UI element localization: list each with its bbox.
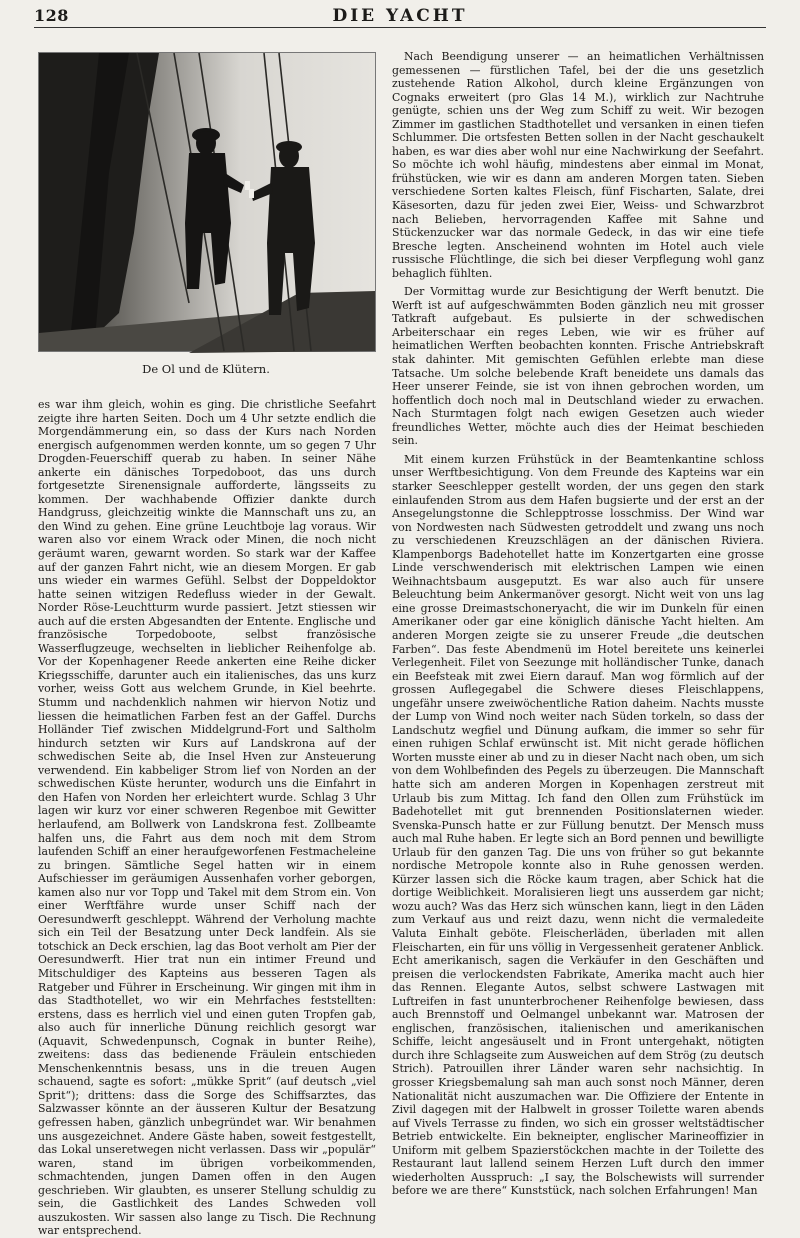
paragraph: Mit einem kurzen Frühstück in der Beamtenkantine schloss unser Werftbesichtigung. Von dem Freunde des Kapteins war ein starker Seeschlepper gestellt worden, der uns gegen den stark einlaufenden Strom aus dem Hafen bugsierte und der erst an der Ansegelungstonne die Schlepptrosse losschmiss. Der Wind war von Nordwesten nach Südwesten getroddelt und zwang uns noch zu verschiedenen Kreuzschlägen an der dänischen Riviera. Klampenborgs Badehotellet hatte im Konzertgarten eine grosse Linde verschwenderisch mit elektrischen Lampen wie einen Weihnachtsbaum ausgeputzt. Es war also auch für unsere Beleuchtung beim Ankermanöver gesorgt. Nicht weit von uns lag eine grosse Dreimastschoneryacht, die wir im Dunkeln für einen Amerikaner oder gar eine königlich dänische Yacht hielten. Am anderen Morgen zeigte sie zu unserer Freude „die deutschen Farben“. Das feste Abendmenü im Hotel bereitete uns keinerlei Verlegenheit. Filet von Seezunge mit holländischer Tunke, danach ein Beefsteak mit zwei Eiern darauf. Man wog förmlich auf der grossen Auflegegabel die Schwere dieses Fleischlappens, ungefähr unsere zweiwöchentliche Ration daheim. Nachts musste der Lump von Wind noch weiter nach Süden torkeln, so dass der Landschutz wegfiel und Dünung aufkam, die immer so sehr für einen ruhigen Schlaf erwünscht ist. Mit nicht gerade höflichen Worten musste einer ab und zu in dieser Nacht nach oben, um sich von dem Wohlbefinden des Pegels zu überzeugen. Die Mannschaft hatte sich am anderen Morgen in Kopenhagen zerstreut mit Urlaub bis zum Mittag. Ich fand den Ollen zum Frühstück im Badehotellet mit gut brennenden Positionslaternen wieder. Svenska-Punsch hatte er zur Füllung benutzt. Der Mensch muss auch mal Ruhe haben. Er legte sich an Bord pennen und bewilligte Urlaub für den ganzen Tag. Die uns von früher so gut bekannte nordische Metropole konnte also in Ruhe genossen werden. Kürzer lassen sich die Röcke kaum tragen, aber Schick hat die dortige Weiblichkeit. Moralisieren liegt uns ausserdem gar nicht; wozu auch? Was das Herz sich wünschen kann, liegt in den Läden zum Verkauf aus und reizt dazu, wenn nicht die vermaledeite Valuta Einhalt geböte. Fleischerläden, überladen mit allen Fleischarten, ein für uns völlig in Vergessenheit geratener Anblick. Echt amerikanisch, sagen die Verkäufer in den Geschäften und preisen die verlockendsten Fabrikate, Amerika macht auch hier das Rennen. Elegante Autos, selbst schwere Lastwagen mit Luftreifen in fast ununterbrochener Reihenfolge bewiesen, dass auch Brennstoff und Oelmangel unbekannt war. Matrosen der englischen, französischen, italienischen und amerikanischen Schiffe, leicht angesäuselt und in Front untergehakt, nötigten durch ihre Schlagseite zum Ausweichen auf dem Strög (zu deutsch Strich). Patrouillen ihrer Länder waren sehr nachsichtig. In grosser Kriegsbemalung sah man auch sonst noch Männer, deren Nationalität nicht auszumachen war. Die Offiziere der Entente in Zivil dagegen mit der Halbwelt in grosser Toilette waren abends auf Vivels Terrasse zu finden, wo sich ein grosser weltstädtischer Betrieb entwickelte. Ein bekneipter, englischer Marineoffizier in Uniform mit gelbem Spazierstöckchen machte in der Toilette des Restaurant laut lallend seinem Herzen Luft durch den immer wiederholten Ausspruch: „I say, the Bolschewists will surrender before we are there“ Kunststück, nach solchen Erfahrungen! Man — [392, 452, 764, 1198]
running-title: DIE YACHT — [332, 6, 468, 26]
figure-caption: De Ol und de Klütern. — [142, 362, 270, 376]
right-text-column — [392, 50, 764, 1198]
paragraph: es war ihm gleich, wohin es ging. Die christliche Seefahrt zeigte ihre harten Seiten. Doch um 4 Uhr setzte endlich die Morgendämmerung ein, so dass der Kurs nach Norden energisch aufgenommen werden konnte, um so gegen 7 Uhr Drogden-Feuerschiff querab zu haben. In seiner Nähe ankerte ein dänisches Torpedoboot, das uns durch fortgesetzte Sirenensignale aufforderte, längsseits zu kommen. Der wachhabende Offizier dankte durch Handgruss, gleichzeitig winkte die Mannschaft uns zu, an den Wind zu gehen. Eine grüne Leuchtboje lag voraus. Wir waren also vor einem Wrack oder Minen, die noch nicht geräumt waren, gewarnt worden. So stark war der Kaffee auf der ganzen Fahrt nicht, wie an diesem Morgen. Er gab uns wieder ein warmes Gefühl. Selbst der Doppeldoktor hatte seinen witzigen Redefluss wieder in der Gewalt. Norder Röse-Leuchtturm wurde passiert. Jetzt stiessen wir auch auf die ersten Abgesandten der Entente. Englische und französische Torpedoboote, selbst französische Wasserflugzeuge, wechselten in lieblicher Reihenfolge ab. Vor der Kopenhagener Reede ankerten eine Reihe dicker Kriegsschiffe, darunter auch ein italienisches, das uns kurz vorher, weiss Gott aus welchem Grunde, in Kiel beehrte. Stumm und nachdenklich nahmen wir hiervon Notiz und liessen die heimatlichen Farben fest an der Gaffel. Durchs Holländer Tief zwischen Middelgrund-Fort und Saltholm hindurch setzten wir Kurs auf Landskrona auf der schwedischen Seite ab, die Insel Hven zur Ansteuerung verwendend. Ein kabbeliger Strom lief von Norden an der schwedischen Küste herunter, wodurch uns die Einfahrt in den Hafen von Norden her erleichtert wurde. Schlag 3 Uhr lagen wir kurz vor einer schweren Regenboe mit Gewitter herlaufend, am Bollwerk von Landskrona fest. Zollbeamte halfen uns, die Fahrt aus dem noch mit dem Strom laufenden Schiff an einer heraufgeworfenen Festmacheleine zu bringen. Sämtliche Segel hatten wir in einem Aufschiesser im geräumigen Aussenhafen vorher geborgen, kamen also nur vor Topp und Takel mit dem Strom ein. Von einer Werftfähre wurde unser Schiff nach der Oeresundwerft geschleppt. Während der Verholung machte sich ein Teil der Besatzung unter Deck landfein. Als sie totschick an Deck erschien, lag das Boot verholt am Pier der Oeresundwerft. Hier trat nun ein intimer Freund und Mitschuldiger des Kapteins aus besseren Tagen als Ratgeber und Führer in Erscheinung. Wir gingen mit ihm in das Stadthotellet, wo wir ein Mehrfaches feststellten: erstens, dass es herrlich viel und einen guten Tropfen gab, also auch für innerliche Dünung reichlich gesorgt war (Aquavit, Schwedenpunsch, Cognak in bunter Reihe), zweitens: dass das bedienende Fräulein entschieden Menschenkenntnis besass, uns in die treuen Augen schauend, sagte es sofort: „mükke Sprit“ (auf deutsch „viel Sprit“); drittens: dass die Sorge des Schiffsarztes, das Salzwasser könnte an der äusseren Kultur der Besatzung gefressen haben, gänzlich unbegründet war. Wir benahmen uns ausgezeichnet. Andere Gäste haben, soweit festgestellt, das Lokal unseretwegen nicht verlassen. Dass wir „populär“ waren, stand im übrigen vorbeikommenden, schmachtenden, jungen Damen offen in den Augen geschrieben. Wir glaubten, es unserer Stellung schuldig zu sein, die Gastlichkeit des Landes Schweden voll auszukosten. Wir sassen also lange zu Tisch. Die Rechnung war entsprechend. — [38, 398, 376, 1238]
left-text-column — [38, 398, 376, 1238]
photograph-two-sailors-on-deck — [38, 52, 376, 352]
paragraph: Nach Beendigung unserer — an heimatlichen Verhältnissen gemessenen — fürstlichen Tafel, bei der die uns gesetzlich zustehende Ration Alkohol, durch kleine Ergänzungen von Cognaks erweitert (pro Glas 14 M.), wirklich zur Nachtruhe genügte, schien uns der Weg zum Schiff zu weit. Wir bezogen Zimmer im gastlichen Stadthotellet und versanken in einen tiefen Schlummer. Die ortsfesten Betten sollen in der Nacht geschaukelt haben, es war dies aber wohl nur eine Nachwirkung der Seefahrt. So möchte ich wohl häufig, mindestens aber einmal im Monat, frühstücken, wie wir es dann am anderen Morgen taten. Sieben verschiedene Sorten kaltes Fleisch, fünf Fischarten, Salate, drei Käsesorten, dazu für jeden zwei Eier, Weiss- und Schwarzbrot nach Belieben, hervorragenden Kaffee mit Sahne und Stückenzucker war das normale Gedeck, in das wir eine tiefe Bresche legten. Anscheinend wohnten im Hotel auch viele russische Flüchtlinge, die sich bei dieser Verpflegung wohl ganz behaglich fühlten. — [392, 50, 764, 280]
page-number: 128 — [34, 6, 69, 25]
paragraph: Der Vormittag wurde zur Besichtigung der Werft benutzt. Die Werft ist auf aufgeschwämmten Boden gänzlich neu mit grosser Tatkraft aufgebaut. Es pulsierte in der schwedischen Arbeiterschaar ein reges Leben, wie wir es früher auf heimatlichen Werften beobachten konnten. Frische Antriebskraft stak dahinter. Mit gemischten Gefühlen erlebte man diese Tatsache. Um solche belebende Kraft beneidete uns damals das Heer unserer Feinde, sie ist von ihnen gebrochen worden, um hoffentlich doch noch mal in Deutschland wieder zu erwachen. Nach Sturmtagen folgt nach ewigen Gesetzen auch wieder freundliches Wetter, möchte auch dies der Heimat beschieden sein. — [392, 285, 764, 448]
header-rule — [34, 27, 766, 28]
